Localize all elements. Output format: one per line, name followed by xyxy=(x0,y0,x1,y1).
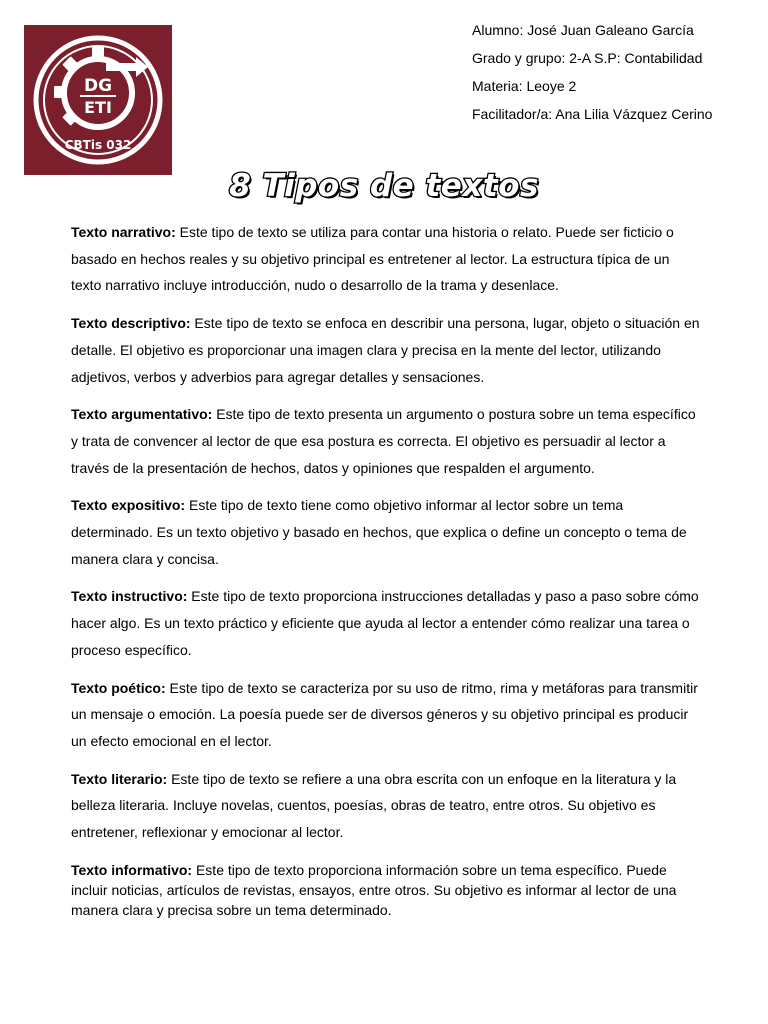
paragraph-instructivo xyxy=(71,583,701,663)
term-description: Este tipo de texto se refiere a una obra escrita con un enfoque en la literatura y la belleza literaria. Incluye novelas, cuentos, poesías, obras de teatro, entre otros. Su objetivo es entretener, reflexionar y emocionar al lector. xyxy=(71,770,677,841)
paragraph-informativo xyxy=(71,860,701,920)
subject: Materia: Leoye 2 xyxy=(472,78,577,94)
student-name: Alumno: José Juan Galeano García xyxy=(472,22,694,38)
term-description: Este tipo de texto proporciona información sobre un tema específico. Puede incluir noticias, artículos de revistas, ensayos, entre otros. Su objetivo es informar al lector de una manera clara y precisa sobre un tema determinado. xyxy=(71,861,677,918)
term-label: Texto literario: xyxy=(71,770,168,787)
term-description: Este tipo de texto proporciona instrucciones detalladas y paso a paso sobre cómo hacer algo. Es un texto práctico y eficiente que ayuda al lector a entender cómo realizar una tarea o proceso específico. xyxy=(71,588,699,658)
term-description: Este tipo de texto se enfoca en describir una persona, lugar, objeto o situación en detalle. El objetivo es proporcionar una imagen clara y precisa en la mente del lector, utilizando adjetivos, verbos y adverbios para agregar detalles y sensaciones. xyxy=(71,315,700,385)
term-label: Texto narrativo: xyxy=(71,224,176,240)
grade-group: Grado y grupo: 2-A S.P: Contabilidad xyxy=(472,50,703,66)
term-description: Este tipo de texto se caracteriza por su uso de ritmo, rima y metáforas para transmitir un mensaje o emoción. La poesía puede ser de diversos géneros y su objetivo principal es producir un efecto emocional en el lector. xyxy=(71,679,698,749)
term-label: Texto descriptivo: xyxy=(71,315,191,332)
term-label: Texto instructivo: xyxy=(71,588,188,605)
facilitator: Facilitador/a: Ana Lilia Vázquez Cerino xyxy=(472,106,713,122)
logo-school-text: CBTis 032 xyxy=(64,138,132,152)
term-label: Texto argumentativo: xyxy=(71,406,213,423)
school-logo xyxy=(24,25,172,175)
student-info-block xyxy=(472,16,712,128)
term-label: Texto poético: xyxy=(71,679,166,696)
paragraph-argumentativo xyxy=(71,401,701,481)
term-label: Texto expositivo: xyxy=(71,497,186,514)
paragraph-literario xyxy=(71,766,701,846)
paragraph-expositivo xyxy=(71,492,701,572)
paragraph-poetico xyxy=(71,675,701,755)
page-title: 8 Tipos de textos xyxy=(229,168,539,204)
cbtis-gear-logo-icon xyxy=(24,25,172,175)
term-description: Este tipo de texto tiene como objetivo informar al lector sobre un tema determinado. Es un texto objetivo y basado en hechos, que explica o define un concepto o tema de manera clara y concisa. xyxy=(71,497,687,567)
paragraph-descriptivo xyxy=(71,310,701,390)
text-types-list xyxy=(71,219,701,931)
paragraph-narrativo xyxy=(71,219,701,299)
term-description: Este tipo de texto se utiliza para contar una historia o relato. Puede ser ficticio o basado en hechos reales y su objetivo principal es entretener al lector. La estructura típica de un texto narrativo incluye introducción, nudo o desarrollo de la trama y desenlace. xyxy=(71,224,674,294)
logo-bottom-text: ETI xyxy=(84,98,112,117)
term-label: Texto informativo: xyxy=(71,861,193,878)
term-description: Este tipo de texto presenta un argumento o postura sobre un tema específico y trata de convencer al lector de que esa postura es correcta. El objetivo es persuadir al lector a través de la presentación de hechos, datos y opiniones que respalden el argumento. xyxy=(71,406,696,476)
logo-top-text: DG xyxy=(83,76,113,96)
